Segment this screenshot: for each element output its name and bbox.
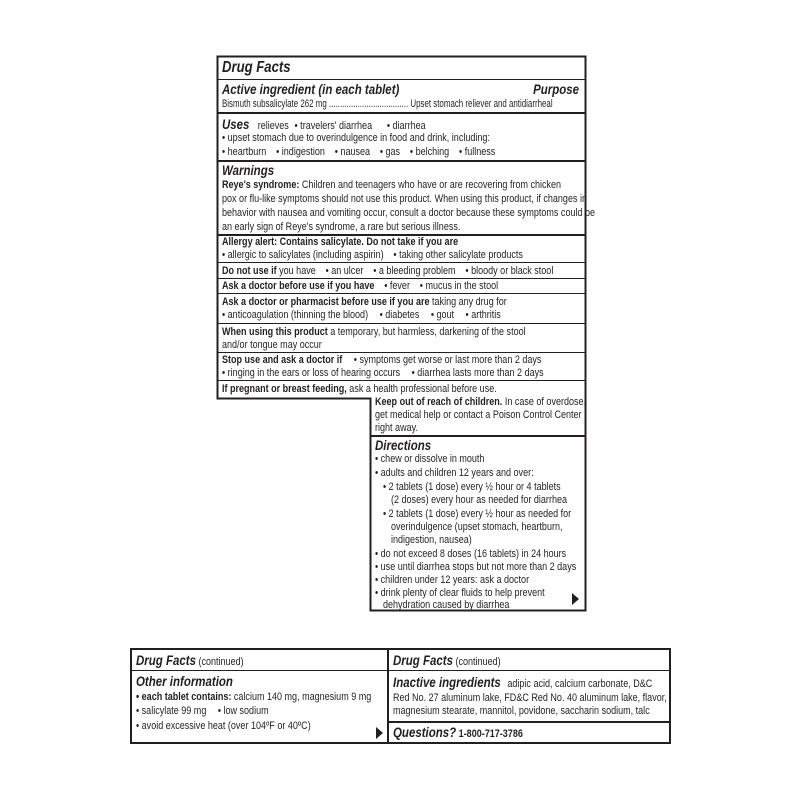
keep-out-line-1: Keep out of reach of children. In case of overdose,: [375, 396, 587, 408]
ask-pharmacist-line: Ask a doctor or pharmacist before use if you are taking any drug for: [222, 296, 507, 308]
continue-arrow-icon: [572, 593, 579, 605]
drug-facts-lower: [371, 398, 585, 610]
uses-heading: Uses: [222, 116, 250, 132]
when-using-line: When using this product a temporary, but harmless, darkening of the stool: [222, 326, 526, 338]
uses-line: • upset stomach due to overindulgence in food and drink, including:: [222, 132, 490, 144]
stop-use-items: • ringing in the ears or loss of hearing occurs • diarrhea lasts more than 2 days: [222, 367, 544, 379]
do-not-use-line: Do not use if you have • an ulcer • a bleeding problem • bloody or black stool: [222, 265, 554, 277]
questions-phone: 1-800-717-3786: [458, 728, 523, 740]
directions-subitem: overindulgence (upset stomach, heartburn,: [391, 521, 563, 533]
reye-line-4: an early sign of Reye's syndrome, a rare but serious illness.: [222, 221, 461, 233]
continued-left-column: [132, 650, 387, 742]
ask-doctor-line: Ask a doctor before use if you have • fever • mucus in the stool: [222, 280, 499, 292]
allergy-alert-title: Allergy alert: Contains salicylate. Do not take if you are: [222, 236, 459, 248]
continued-right-title: Drug Facts (continued): [393, 652, 501, 668]
continued-left-title: Drug Facts (continued): [136, 652, 244, 668]
stop-use-line: Stop use and ask a doctor if • symptoms get worse or last more than 2 days: [222, 354, 542, 366]
drug-facts-title: Drug Facts: [222, 59, 291, 76]
salicylate-line: • salicylate 99 mg • low sodium: [136, 705, 269, 717]
allergy-alert-items: • allergic to salicylates (including aspirin) • taking other salicylate products: [222, 249, 523, 261]
warnings-heading: Warnings: [222, 162, 275, 178]
reye-line-3: behavior with nausea and vomiting occur, consult a doctor because these symptoms could be: [222, 207, 596, 219]
keep-out-line-3: right away.: [375, 422, 418, 434]
drug-facts-continued-panel: [130, 648, 671, 744]
directions-subitem: indigestion, nausea): [391, 534, 472, 546]
avoid-heat-line: • avoid excessive heat (over 104ºF or 40ºC): [136, 720, 311, 732]
directions-subitem: (2 doses) every hour as needed for diarrhea: [391, 494, 567, 506]
continue-arrow-icon: [376, 727, 383, 739]
directions-item: • chew or dissolve in mouth: [375, 453, 485, 465]
each-tablet-line: • each tablet contains: calcium 140 mg, magnesium 9 mg: [136, 691, 372, 703]
directions-heading: Directions: [375, 437, 432, 453]
inactive-ingredients-line: Inactive ingredients adipic acid, calcium carbonate, D&C: [393, 674, 653, 690]
directions-subitem: • 2 tablets (1 dose) every ½ hour or 4 tablets: [383, 481, 561, 493]
directions-item: • do not exceed 8 doses (16 tablets) in 24 hours: [375, 548, 567, 560]
directions-item: • drink plenty of clear fluids to help prevent: [375, 587, 545, 599]
pregnant-line: If pregnant or breast feeding, ask a health professional before use.: [222, 383, 497, 395]
inactive-ingredients-line: Red No. 27 aluminum lake, FD&C Red No. 40 aluminum lake, flavor,: [393, 692, 667, 704]
questions-line: Questions? 1-800-717-3786: [393, 724, 523, 740]
directions-item: • children under 12 years: ask a doctor: [375, 574, 530, 586]
ask-pharmacist-items: • anticoagulation (thinning the blood) • diabetes • gout • arthritis: [222, 309, 501, 321]
reye-line-2: pox or flu-like symptoms should not use this product. When using this product, if changes in: [222, 193, 588, 205]
other-information-heading: Other information: [136, 673, 233, 689]
continued-right-column: [389, 650, 671, 742]
directions-item: • use until diarrhea stops but not more than 2 days: [375, 561, 577, 573]
purpose-heading: Purpose: [533, 81, 579, 97]
keep-out-line-2: get medical help or contact a Poison Control Center: [375, 409, 582, 421]
inactive-ingredients-line: magnesium stearate, mannitol, povidone, saccharin sodium, talc: [393, 705, 650, 717]
inactive-ingredients-heading: Inactive ingredients: [393, 674, 501, 690]
directions-item: dehydration caused by diarrhea: [383, 599, 510, 611]
active-ingredient-line: Bismuth subsalicylate 262 mg .................................... Upset stomach reliever and antidiarrheal: [222, 98, 553, 110]
uses-section: Uses relieves • travelers' diarrhea • diarrhea: [222, 116, 426, 132]
directions-subitem: • 2 tablets (1 dose) every ½ hour as needed for: [383, 508, 572, 520]
reye-line-1: Reye's syndrome: Children and teenagers who have or are recovering from chicken: [222, 179, 562, 191]
drug-facts-upper: [218, 57, 596, 398]
directions-item: • adults and children 12 years and over:: [375, 467, 534, 479]
when-using-line-2: and/or tongue may occur: [222, 339, 322, 351]
active-ingredient-heading: Active ingredient (in each tablet): [222, 81, 400, 97]
uses-list: • heartburn • indigestion • nausea • gas • belching • fullness: [222, 146, 496, 158]
